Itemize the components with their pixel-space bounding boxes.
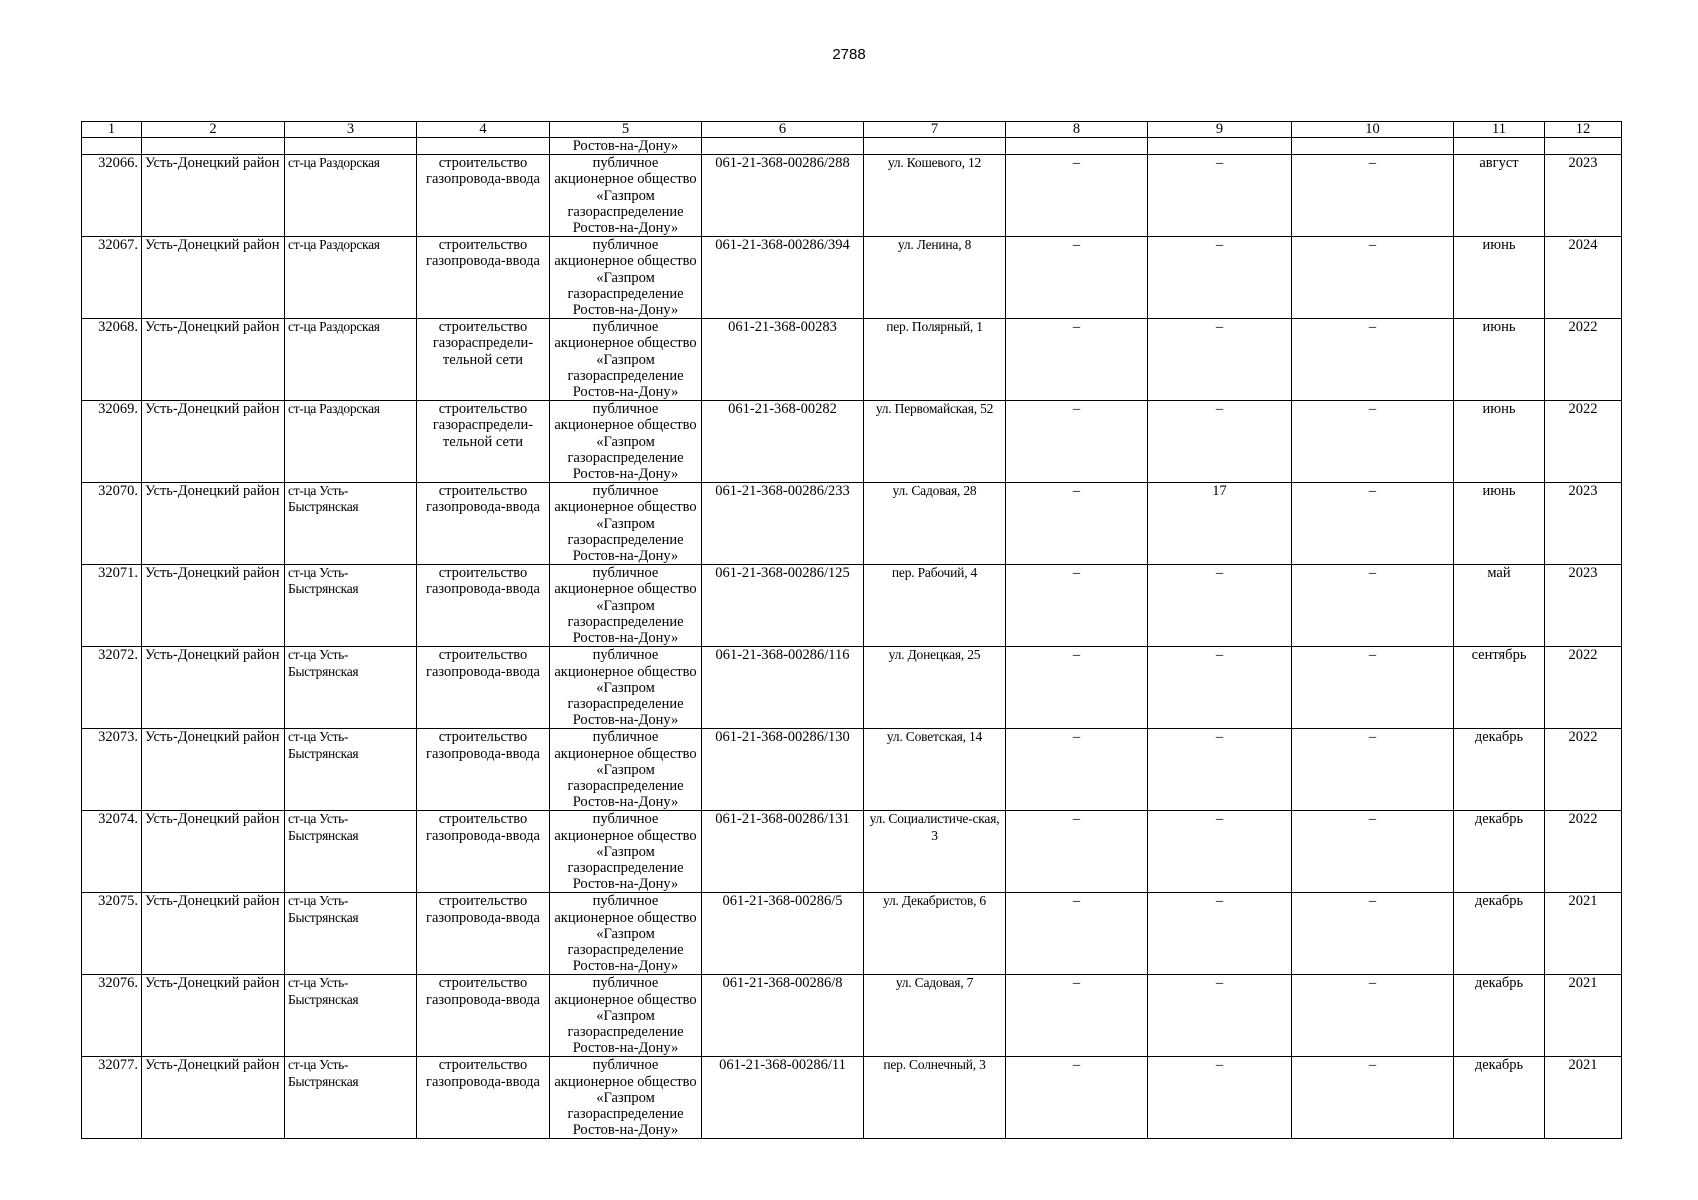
column-9-cell: – xyxy=(1148,1057,1292,1139)
cell xyxy=(1006,138,1148,155)
locality-cell: ст-ца Раздорская xyxy=(285,155,417,237)
work-type-cell: строительство газопровода-ввода xyxy=(417,565,550,647)
address-cell: ул. Садовая, 28 xyxy=(864,483,1006,565)
table-row xyxy=(82,237,1622,319)
entry-number: 32070. xyxy=(82,483,142,565)
column-9-cell: – xyxy=(1148,319,1292,401)
organization-cell: публичное акционерное общество «Газпром газораспределение Ростов-на-Дону» xyxy=(550,893,702,975)
column-10-cell: – xyxy=(1292,401,1454,483)
table-row xyxy=(82,319,1622,401)
work-type-cell: строительство газопровода-ввода xyxy=(417,483,550,565)
cell xyxy=(1292,138,1454,155)
code-cell: 061-21-368-00283 xyxy=(702,319,864,401)
month-cell: декабрь xyxy=(1454,975,1545,1057)
column-8-cell: – xyxy=(1006,811,1148,893)
district-cell: Усть-Донецкий район xyxy=(142,319,285,401)
year-cell: 2021 xyxy=(1545,893,1622,975)
district-cell: Усть-Донецкий район xyxy=(142,483,285,565)
entry-number: 32068. xyxy=(82,319,142,401)
code-cell: 061-21-368-00286/11 xyxy=(702,1057,864,1139)
district-cell: Усть-Донецкий район xyxy=(142,975,285,1057)
code-cell: 061-21-368-00286/288 xyxy=(702,155,864,237)
cell xyxy=(1454,138,1545,155)
column-number: 7 xyxy=(864,122,1006,138)
column-8-cell: – xyxy=(1006,893,1148,975)
column-10-cell: – xyxy=(1292,893,1454,975)
organization-cell: публичное акционерное общество «Газпром газораспределение Ростов-на-Дону» xyxy=(550,565,702,647)
address-cell: ул. Садовая, 7 xyxy=(864,975,1006,1057)
entry-number: 32069. xyxy=(82,401,142,483)
table-row xyxy=(82,647,1622,729)
work-type-cell: строительство газопровода-ввода xyxy=(417,729,550,811)
code-cell: 061-21-368-00286/5 xyxy=(702,893,864,975)
column-9-cell: – xyxy=(1148,729,1292,811)
cell xyxy=(82,138,142,155)
work-type-cell: строительство газопровода-ввода xyxy=(417,811,550,893)
column-number: 8 xyxy=(1006,122,1148,138)
column-9-cell: – xyxy=(1148,237,1292,319)
column-9-cell: – xyxy=(1148,811,1292,893)
code-cell: 061-21-368-00282 xyxy=(702,401,864,483)
carryover-row xyxy=(82,138,1622,155)
locality-cell: ст-ца Усть-Быстрянская xyxy=(285,647,417,729)
organization-cell: публичное акционерное общество «Газпром газораспределение Ростов-на-Дону» xyxy=(550,155,702,237)
entry-number: 32067. xyxy=(82,237,142,319)
table-row xyxy=(82,1057,1622,1139)
year-cell: 2023 xyxy=(1545,155,1622,237)
address-cell: ул. Советская, 14 xyxy=(864,729,1006,811)
column-8-cell: – xyxy=(1006,237,1148,319)
address-cell: пер. Рабочий, 4 xyxy=(864,565,1006,647)
code-cell: 061-21-368-00286/233 xyxy=(702,483,864,565)
column-8-cell: – xyxy=(1006,975,1148,1057)
code-cell: 061-21-368-00286/116 xyxy=(702,647,864,729)
column-10-cell: – xyxy=(1292,483,1454,565)
carryover-org-cell: Ростов-на-Дону» xyxy=(550,138,702,155)
column-8-cell: – xyxy=(1006,1057,1148,1139)
column-10-cell: – xyxy=(1292,647,1454,729)
entry-number: 32076. xyxy=(82,975,142,1057)
work-type-cell: строительство газопровода-ввода xyxy=(417,975,550,1057)
cell xyxy=(417,138,550,155)
column-number: 11 xyxy=(1454,122,1545,138)
locality-cell: ст-ца Усть-Быстрянская xyxy=(285,975,417,1057)
address-cell: ул. Донецкая, 25 xyxy=(864,647,1006,729)
column-number: 10 xyxy=(1292,122,1454,138)
column-10-cell: – xyxy=(1292,155,1454,237)
column-10-cell: – xyxy=(1292,1057,1454,1139)
year-cell: 2022 xyxy=(1545,729,1622,811)
column-number: 1 xyxy=(82,122,142,138)
year-cell: 2024 xyxy=(1545,237,1622,319)
column-10-cell: – xyxy=(1292,565,1454,647)
entry-number: 32066. xyxy=(82,155,142,237)
locality-cell: ст-ца Усть-Быстрянская xyxy=(285,729,417,811)
month-cell: май xyxy=(1454,565,1545,647)
column-8-cell: – xyxy=(1006,565,1148,647)
column-8-cell: – xyxy=(1006,155,1148,237)
address-cell: ул. Первомайская, 52 xyxy=(864,401,1006,483)
work-type-cell: строительство газораспредели-тельной сети xyxy=(417,401,550,483)
district-cell: Усть-Донецкий район xyxy=(142,893,285,975)
column-9-cell: – xyxy=(1148,565,1292,647)
cell xyxy=(864,138,1006,155)
district-cell: Усть-Донецкий район xyxy=(142,565,285,647)
locality-cell: ст-ца Усть-Быстрянская xyxy=(285,811,417,893)
table-row xyxy=(82,155,1622,237)
cell xyxy=(1148,138,1292,155)
month-cell: декабрь xyxy=(1454,811,1545,893)
column-10-cell: – xyxy=(1292,237,1454,319)
address-cell: ул. Социалистиче-ская, 3 xyxy=(864,811,1006,893)
column-number: 12 xyxy=(1545,122,1622,138)
organization-cell: публичное акционерное общество «Газпром газораспределение Ростов-на-Дону» xyxy=(550,729,702,811)
entry-number: 32075. xyxy=(82,893,142,975)
work-type-cell: строительство газопровода-ввода xyxy=(417,155,550,237)
organization-cell: публичное акционерное общество «Газпром газораспределение Ростов-на-Дону» xyxy=(550,237,702,319)
organization-cell: публичное акционерное общество «Газпром газораспределение Ростов-на-Дону» xyxy=(550,319,702,401)
column-9-cell: 17 xyxy=(1148,483,1292,565)
column-number: 6 xyxy=(702,122,864,138)
work-type-cell: строительство газопровода-ввода xyxy=(417,1057,550,1139)
district-cell: Усть-Донецкий район xyxy=(142,729,285,811)
column-10-cell: – xyxy=(1292,729,1454,811)
year-cell: 2022 xyxy=(1545,811,1622,893)
month-cell: июнь xyxy=(1454,401,1545,483)
code-cell: 061-21-368-00286/130 xyxy=(702,729,864,811)
month-cell: декабрь xyxy=(1454,893,1545,975)
column-8-cell: – xyxy=(1006,483,1148,565)
column-number: 4 xyxy=(417,122,550,138)
work-type-cell: строительство газораспредели-тельной сети xyxy=(417,319,550,401)
column-10-cell: – xyxy=(1292,975,1454,1057)
column-8-cell: – xyxy=(1006,647,1148,729)
column-number: 3 xyxy=(285,122,417,138)
cell xyxy=(142,138,285,155)
column-9-cell: – xyxy=(1148,975,1292,1057)
work-type-cell: строительство газопровода-ввода xyxy=(417,893,550,975)
entry-number: 32074. xyxy=(82,811,142,893)
entry-number: 32071. xyxy=(82,565,142,647)
table-row xyxy=(82,893,1622,975)
locality-cell: ст-ца Усть-Быстрянская xyxy=(285,483,417,565)
month-cell: декабрь xyxy=(1454,729,1545,811)
year-cell: 2023 xyxy=(1545,565,1622,647)
column-number: 2 xyxy=(142,122,285,138)
year-cell: 2023 xyxy=(1545,483,1622,565)
district-cell: Усть-Донецкий район xyxy=(142,401,285,483)
year-cell: 2022 xyxy=(1545,647,1622,729)
table-body xyxy=(82,122,1622,1139)
column-10-cell: – xyxy=(1292,319,1454,401)
address-cell: ул. Кошевого, 12 xyxy=(864,155,1006,237)
column-8-cell: – xyxy=(1006,319,1148,401)
address-cell: пер. Солнечный, 3 xyxy=(864,1057,1006,1139)
month-cell: август xyxy=(1454,155,1545,237)
table-row xyxy=(82,565,1622,647)
entry-number: 32077. xyxy=(82,1057,142,1139)
organization-cell: публичное акционерное общество «Газпром газораспределение Ростов-на-Дону» xyxy=(550,483,702,565)
year-cell: 2022 xyxy=(1545,319,1622,401)
district-cell: Усть-Донецкий район xyxy=(142,811,285,893)
month-cell: июнь xyxy=(1454,319,1545,401)
organization-cell: публичное акционерное общество «Газпром газораспределение Ростов-на-Дону» xyxy=(550,975,702,1057)
district-cell: Усть-Донецкий район xyxy=(142,155,285,237)
table-row xyxy=(82,729,1622,811)
column-number: 5 xyxy=(550,122,702,138)
cell xyxy=(1545,138,1622,155)
locality-cell: ст-ца Усть-Быстрянская xyxy=(285,1057,417,1139)
address-cell: пер. Полярный, 1 xyxy=(864,319,1006,401)
locality-cell: ст-ца Раздорская xyxy=(285,401,417,483)
registry-table xyxy=(81,121,1622,1139)
code-cell: 061-21-368-00286/131 xyxy=(702,811,864,893)
column-9-cell: – xyxy=(1148,155,1292,237)
organization-cell: публичное акционерное общество «Газпром газораспределение Ростов-на-Дону» xyxy=(550,811,702,893)
column-number: 9 xyxy=(1148,122,1292,138)
table-row xyxy=(82,483,1622,565)
table-row xyxy=(82,811,1622,893)
column-8-cell: – xyxy=(1006,401,1148,483)
work-type-cell: строительство газопровода-ввода xyxy=(417,647,550,729)
year-cell: 2021 xyxy=(1545,1057,1622,1139)
column-number-row xyxy=(82,122,1622,138)
month-cell: июнь xyxy=(1454,237,1545,319)
organization-cell: публичное акционерное общество «Газпром газораспределение Ростов-на-Дону» xyxy=(550,647,702,729)
code-cell: 061-21-368-00286/8 xyxy=(702,975,864,1057)
district-cell: Усть-Донецкий район xyxy=(142,647,285,729)
work-type-cell: строительство газопровода-ввода xyxy=(417,237,550,319)
column-9-cell: – xyxy=(1148,647,1292,729)
cell xyxy=(285,138,417,155)
organization-cell: публичное акционерное общество «Газпром газораспределение Ростов-на-Дону» xyxy=(550,1057,702,1139)
locality-cell: ст-ца Раздорская xyxy=(285,319,417,401)
locality-cell: ст-ца Усть-Быстрянская xyxy=(285,565,417,647)
year-cell: 2021 xyxy=(1545,975,1622,1057)
month-cell: сентябрь xyxy=(1454,647,1545,729)
column-9-cell: – xyxy=(1148,893,1292,975)
cell xyxy=(702,138,864,155)
address-cell: ул. Декабристов, 6 xyxy=(864,893,1006,975)
district-cell: Усть-Донецкий район xyxy=(142,237,285,319)
locality-cell: ст-ца Раздорская xyxy=(285,237,417,319)
page-number: 2788 xyxy=(832,46,866,63)
month-cell: декабрь xyxy=(1454,1057,1545,1139)
district-cell: Усть-Донецкий район xyxy=(142,1057,285,1139)
locality-cell: ст-ца Усть-Быстрянская xyxy=(285,893,417,975)
table-row xyxy=(82,401,1622,483)
month-cell: июнь xyxy=(1454,483,1545,565)
column-10-cell: – xyxy=(1292,811,1454,893)
entry-number: 32073. xyxy=(82,729,142,811)
column-8-cell: – xyxy=(1006,729,1148,811)
code-cell: 061-21-368-00286/394 xyxy=(702,237,864,319)
table-row xyxy=(82,975,1622,1057)
organization-cell: публичное акционерное общество «Газпром газораспределение Ростов-на-Дону» xyxy=(550,401,702,483)
column-9-cell: – xyxy=(1148,401,1292,483)
code-cell: 061-21-368-00286/125 xyxy=(702,565,864,647)
address-cell: ул. Ленина, 8 xyxy=(864,237,1006,319)
year-cell: 2022 xyxy=(1545,401,1622,483)
entry-number: 32072. xyxy=(82,647,142,729)
